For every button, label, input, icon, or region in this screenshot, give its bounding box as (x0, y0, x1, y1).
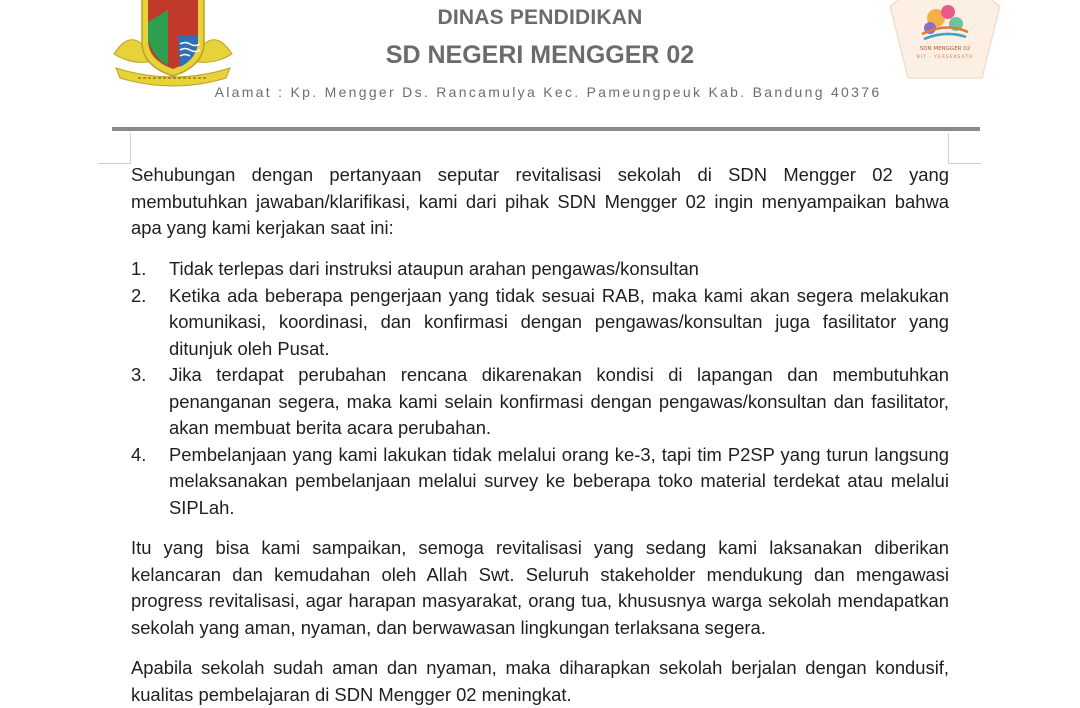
margin-corner-left (98, 133, 131, 164)
svg-text:BIT · YERSEKSATU: BIT · YERSEKSATU (916, 55, 974, 60)
school-name-heading: SD NEGERI MENGGER 02 (385, 41, 695, 69)
list-item (131, 362, 949, 442)
list-item-text: Jika terdapat perubahan rencana dikarenakan kondisi di lapangan dan membutuhkan penanganan segera, maka kami selain konfirmasi dengan pengawas/konsultan dan fasilitator, akan membuat berita acara perubahan. (169, 364, 949, 438)
list-item-text: Pembelanjaan yang kami lakukan tidak melalui orang ke-3, tapi tim P2SP yang turun langsung melaksanakan pembelanjaan melalui survey ke beberapa toko material terdekat atau melalui SIPLah. (169, 443, 949, 518)
list-item (131, 256, 949, 283)
list-item-number: 3. (131, 364, 147, 385)
letterhead-divider (112, 127, 980, 131)
closing-paragraph: Itu yang bisa kami sampaikan, semoga revitalisasi yang sedang kami laksanakan diberikan kelancaran dan kemudahan oleh Allah Swt. Seluruh stakeholder mendukung dan mengawasi progress revitalisasi, agar harapan masyarakat, orang tua, khususnya warga sekolah mendapatkan sekolah yang aman, nyaman, dan berwawasan lingkungan terlaksana segera. (131, 537, 949, 638)
list-item (131, 283, 949, 363)
list-item (131, 442, 949, 522)
list-item-number: 4. (131, 443, 147, 465)
final-paragraph: Apabila sekolah sudah aman dan nyaman, maka diharapkan sekolah berjalan dengan kondusif, kualitas pembelajaran di SDN Mengger 02 meningkat. (131, 657, 949, 705)
school-address: Alamat : Kp. Mengger Ds. Rancamulya Kec. Pameungpeuk Kab. Bandung 40376 (214, 84, 882, 100)
action-list (131, 256, 949, 521)
list-item-text: Tidak terlepas dari instruksi ataupun arahan pengawas/konsultan (169, 258, 699, 279)
agency-heading: DINAS PENDIDIKAN (437, 6, 643, 29)
intro-paragraph: Sehubungan dengan pertanyaan seputar revitalisasi sekolah di SDN Mengger 02 yang membutuhkan jawaban/klarifikasi, kami dari pihak SDN Mengger 02 ingin menyampaikan bahwa apa yang kami kerjakan saat ini: (131, 164, 949, 238)
svg-text:SDN MENGGER 02: SDN MENGGER 02 (919, 46, 971, 52)
margin-corner-right (948, 133, 981, 164)
list-item-number: 2. (131, 284, 147, 306)
list-item-number: 1. (131, 258, 147, 279)
list-item-text: Ketika ada beberapa pengerjaan yang tidak sesuai RAB, maka kami akan segera melakukan komunikasi, koordinasi, dan konfirmasi dengan pengawas/konsultan juga fasilitator yang ditunjuk oleh Pusat. (169, 284, 949, 359)
